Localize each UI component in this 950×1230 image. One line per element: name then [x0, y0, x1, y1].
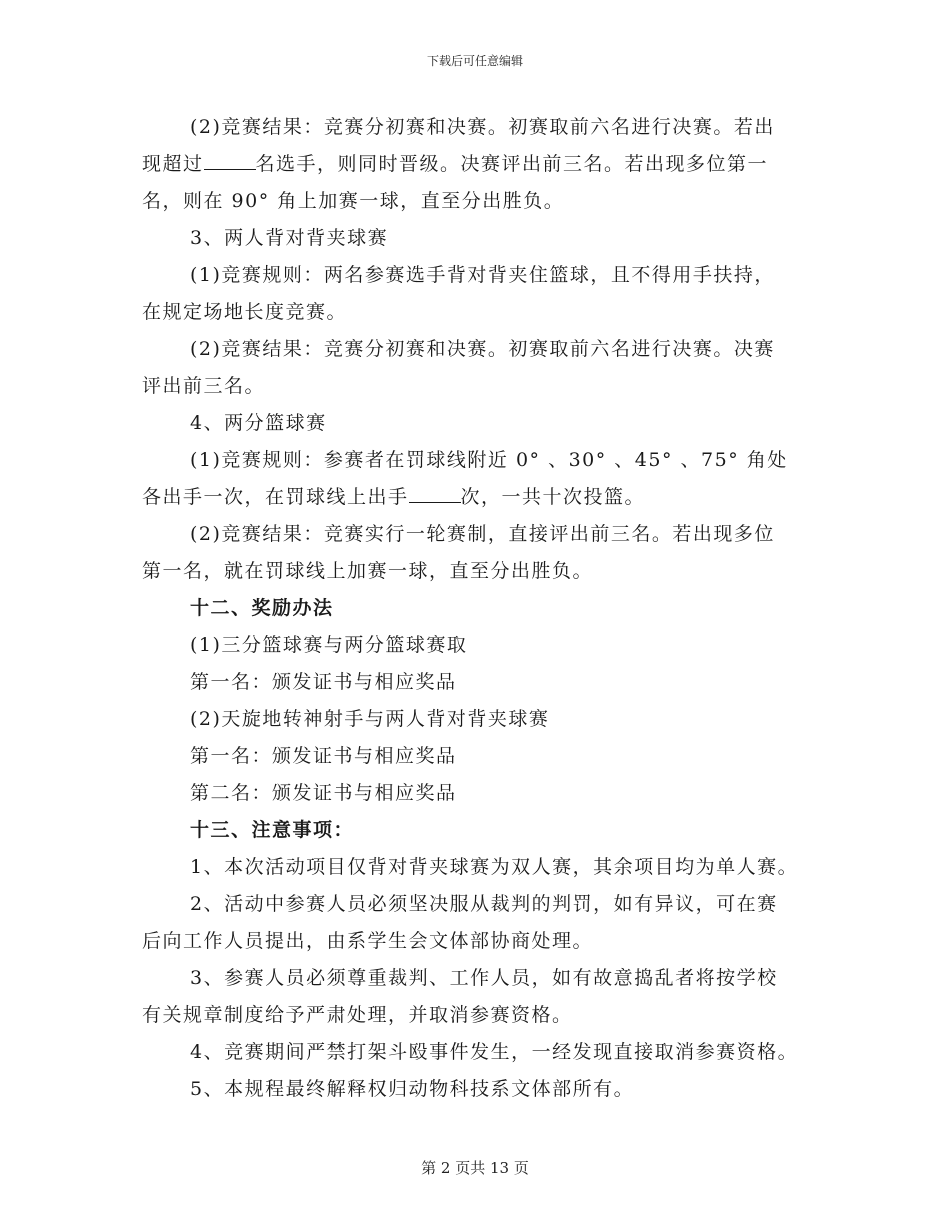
- section-heading: 十三、注意事项：: [190, 819, 355, 841]
- section-heading: 4、两分篮球赛: [190, 412, 327, 434]
- paragraph-line: 5、本规程最终解释权归动物科技系文体部所有。: [190, 1078, 635, 1100]
- paragraph-line: 第二名：颁发证书与相应奖品: [190, 782, 457, 804]
- page-header: 下载后可任意编辑: [426, 54, 523, 68]
- paragraph-line: (2)天旋地转神射手与两人背对背夹球赛: [190, 708, 550, 730]
- paragraph-line: (1)竞赛规则：参赛者在罚球线附近 0° 、30° 、45° 、75° 角处: [190, 449, 788, 471]
- paragraph-line: 后向工作人员提出，由系学生会文体部协商处理。: [142, 930, 594, 952]
- paragraph-line: 有关规章制度给予严肃处理，并取消参赛资格。: [142, 1004, 573, 1026]
- text-fragment: 名选手，则同时晋级。决赛评出前三名。若出现多位第一: [255, 153, 769, 175]
- section-heading: 十二、奖励办法: [190, 597, 334, 619]
- paragraph-line: 第一名：颁发证书与相应奖品: [190, 671, 457, 693]
- fill-in-blank: [204, 151, 256, 170]
- paragraph-line: 第一名，就在罚球线上加赛一球，直至分出胜负。: [142, 560, 594, 582]
- paragraph-line: (2)竞赛结果：竞赛分初赛和决赛。初赛取前六名进行决赛。决赛: [190, 338, 775, 360]
- paragraph-line: (1)三分篮球赛与两分篮球赛取: [190, 634, 468, 656]
- text-fragment: 现超过: [142, 153, 204, 175]
- paragraph-line: (1)竞赛规则：两名参赛选手背对背夹住篮球，且不得用手扶持，: [190, 264, 775, 286]
- paragraph-line: 名，则在 90° 角上加赛一球，直至分出胜负。: [142, 190, 565, 212]
- paragraph-line: 2、活动中参赛人员必须坚决服从裁判的判罚，如有异议，可在赛: [190, 893, 778, 915]
- page-footer: 第 2 页共 13 页: [421, 1159, 529, 1177]
- paragraph-line: 在规定场地长度竞赛。: [142, 301, 348, 323]
- paragraph-line: (2)竞赛结果：竞赛实行一轮赛制，直接评出前三名。若出现多位: [190, 523, 775, 545]
- paragraph-line: 3、参赛人员必须尊重裁判、工作人员，如有故意捣乱者将按学校: [190, 967, 778, 989]
- paragraph-line: 第一名：颁发证书与相应奖品: [190, 745, 457, 767]
- paragraph-line: 评出前三名。: [142, 375, 266, 397]
- paragraph-line: 4、竞赛期间严禁打架斗殴事件发生，一经发现直接取消参赛资格。: [190, 1041, 799, 1063]
- paragraph-line: [142, 482, 645, 512]
- text-fragment: 次，一共十次投篮。: [460, 486, 646, 508]
- fill-in-blank: [409, 484, 461, 503]
- text-fragment: 各出手一次，在罚球线上出手: [142, 486, 409, 508]
- paragraph-line: (2)竞赛结果：竞赛分初赛和决赛。初赛取前六名进行决赛。若出: [190, 116, 775, 138]
- section-heading: 3、两人背对背夹球赛: [190, 227, 389, 249]
- paragraph-line: [142, 149, 768, 179]
- paragraph-line: 1、本次活动项目仅背对背夹球赛为双人赛，其余项目均为单人赛。: [190, 856, 799, 878]
